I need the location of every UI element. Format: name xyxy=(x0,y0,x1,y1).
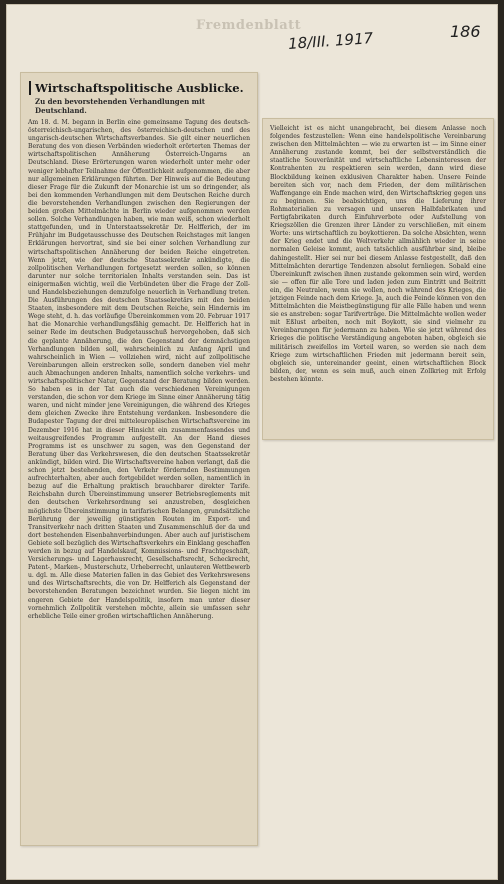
archive-page xyxy=(6,4,498,880)
article-body-right: Vielleicht ist es nicht unangebracht, bei diesem Anlasse noch folgendes festzustellen: Wenn eine handelspolitische Vereinbarung zwischen den Mittelmächten — wie zu erwarten ist — im Sinne einer Annäherung zustande kommt, bei der selbstverständlich die staatliche Souveränität und wirtschaftliche Lebensinteressen der Kontrahenten zu respektieren sein werden, dann wird diese Blockbildung keinen exklusiven Charakter haben. Unsere Feinde bereiten sich vor, nach dem Frieden, der dem militärischen Waffengange ein Ende machen wird, den Wirtschaftskrieg gegen uns zu beginnen. Sie beabsichtigen, uns die Lieferung ihrer Rohmaterialien zu versagen und unseren Halbfabrikaten und Fertigfabrikaten durch Einfuhrverbote oder Aufstellung von Kriegszöllen die Grenzen ihrer Länder zu verschließen, mit einem Worte: uns wirtschaftlich zu boykottieren. Da solche Absichten, wenn der Krieg endet und die Weltverkehr allmählich wieder in seine normalen Geleise kommt, auch tatsächlich ausführbar sind, bleibe dahingestellt. Hier sei nur bei diesem Anlasse festgestellt, daß den Mittelmächten derartige Tendenzen absolut fernliegen. Sobald eine Übereinkunft zwischen ihnen zustande gekommen sein wird, werden sie — offen für alle Tore und laden jeden zum Eintritt und Beitritt ein, die Neutralen, wenn sie wollen, noch während des Krieges, die jetzigen Feinde nach dem Kriege. Ja, auch die Feinde können von den Mittelmächten die Meistbegünstigung für alle Fälle haben und wenn sie es anstreben: sogar Tarifverträge. Die Mittelmächte wollen weder mit Eßlust arbeiten, noch mit Boykott, sie sind vielmehr zu Vereinbarungen für jedermann zu haben. Wie sie jetzt während des Krieges die politische Verständigung angeboten haben, obgleich sie militärisch zweifellos im Vorteil waren, so werden sie nach dem Kriege zum wirtschaftlichen Frieden mit jedermann bereit sein, obgleich sie, untereinander geeint, einen wirtschaftlichen Block bilden, der, wenn es sein muß, auch einen Zollkrieg mit Erfolg bestehen könnte. xyxy=(270,125,486,383)
article-headline: Wirtschaftspolitische Ausblicke. xyxy=(29,81,249,95)
newspaper-clipping-right xyxy=(262,118,494,440)
newspaper-stamp: Fremdenblatt xyxy=(196,18,302,33)
handwritten-date: 18/III. 1917 xyxy=(287,29,374,53)
handwritten-page-number: 186 xyxy=(450,22,481,41)
article-body-left: Am 18. d. M. begann in Berlin eine gemeinsame Tagung des deutsch-österreichisch-ungarischen, des österreichisch-deutschen und des ungarisch-deutschen Wirtschaftsverbandes. Sie gilt einer neuerlichen Beratung des von diesen Verbänden wiederholt erörterten Themas der wirtschaftspolitischen Annäherung Österreich-Ungarns an Deutschland. Diese Erörterungen waren wiederholt unter mehr oder weniger lebhafter Teilnahme der Öffentlichkeit aufgenommen, die aber nur allgemeinen Erklärungen führten. Der Hinweis auf die Bedeutung dieser Frage für die Zukunft der Monarchie ist um so dringender, als bei den kommenden Verhandlungen mit dem Deutschen Reiche durch die bevorstehenden Verhandlungen zwischen den Regierungen der beiden großen Mittelmächte in Berlin wieder aufgenommen werden sollen. Solche Verhandlungen haben, wie man weiß, schon wiederholt stattgefunden, und in Unterstaatssekretär Dr. Helfferich, der im Frühjahr im Budgetausschusse des Deutschen Reichstages mit langen Erklärungen hervortrat, sind sie bei einer solchen Verhandlung zur wirtschaftspolitischen Annäherung der beiden Reiche eingetreten. Wenn jetzt, wie der deutsche Staatssekretär ankündigte, die zollpolitischen Verhandlungen fortgesetzt werden sollen, so können darunter nur solche territorialen Inhalts verstanden sein. Das ist einigermaßen wichtig, weil die Verbündeten über die Frage der Zoll- und Handelsbeziehungen demzufolge neuerlich in Verhandlung treten. Die Ausführungen des deutschen Staatssekretärs mit den beiden Staaten, insbesondere mit dem Deutschen Reiche, sein Hindernis im Wege steht, d. h. das vorläufige Übereinkommen vom 20. Februar 1917 hat die Monarchie verhandlungsfähig gemacht. Dr. Helfferich hat in seiner Rede im deutschen Budgetausschuß hervorgehoben, daß sich die geplante Annäherung, die den Gegenstand der demnächstigen Verhandlungen bilden soll, wahrscheinlich zu Anfang April und wahrscheinlich in Wien — vollziehen wird, nicht auf zollpolitische Vereinbarungen allein erstrecken solle, sondern daneben viel mehr auch Abmachungen anderen Inhalts, namentlich solche verkehrs- und wirtschaftspolitischer Natur, Gegenstand der Beratung bilden werden. So haben es in der Tat auch die verschiedenen Vereinigungen verstanden, die schon vor dem Kriege im Sinne einer Annäherung tätig waren, und nicht minder jene Vereinigungen, die während des Krieges dem gleichen Zwecke ihre Entstehung verdanken. Insbesondere die Budapester Tagung der drei mitteleuropäischen Wirtschaftsvereine im Dezember 1916 hat in dieser Hinsicht ein zusammenfassendes und weitausgreifendes Programm aufgestellt. An der Hand dieses Programms ist es unschwer zu sagen, was den Gegenstand der Beratung über das Verkehrswesen, die den deutschen Staatssekretär ankündigt, bilden wird. Die Wirtschaftsvereine haben verlangt, daß die schon jetzt bestehenden, den Verkehr fördernden Bestimmungen aufrechterhalten, aber auch fortgebildet werden sollen, namentlich in bezug auf die Erhaltung praktisch brauchbarer direkter Tarife. Reichsbahn durch Übereinstimmung unserer Betriebsreglements mit den deutschen Verkehrsordnung sei anzustreben, desgleichen möglichste Übereinstimmung in tarifarischen Belangen, grundsätzliche Berührung der jeweilig günstigsten Routen im Export- und Transitverkehr nach dritten Staaten und Zusammenschluß der da und dort bestehenden Eisenbahnverbindungen. Aber auch auf juristischem Gebiete soll bezüglich des Wirtschaftsverkehrs ein Einklang geschaffen werden in bezug auf Handelskauf, Kommissions- und Frachtgeschäft, Versicherungs- und Lagerhausrecht, Gesellschaftsrecht, Scheckrecht, Patent-, Marken-, Musterschutz, Urheberrecht, unlauteren Wettbewerb u. dgl. m. Alle diese Materien fallen in das Gebiet des Verkehrswesens und des Wirtschaftsrechts, die von Dr. Helfferich als Gegenstand der bevorstehenden Beratungen bezeichnet wurden. Sie liegen nicht im engeren Gebiete der Handelspolitik, insofern man unter dieser vornehmlich Zollpolitik verstehen möchte, allein sie umfassen sehr erhebliche Teile einer großen wirtschaftlichen Annäherung. xyxy=(28,119,250,620)
article-subheadline: Zu den bevorstehenden Verhandlungen mit Deutschland. xyxy=(35,97,205,115)
newspaper-clipping-left xyxy=(20,72,258,846)
